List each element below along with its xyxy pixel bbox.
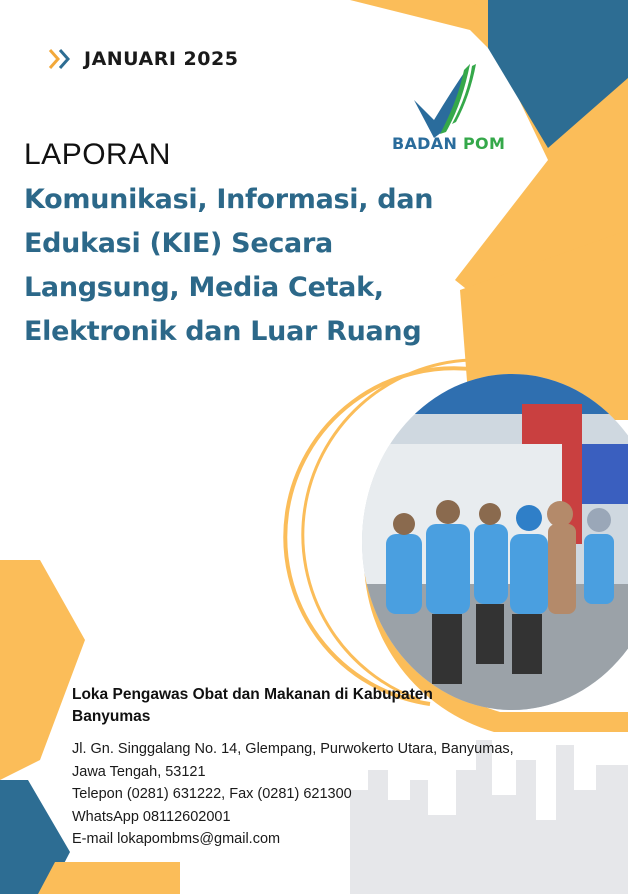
title-line: Langsung, Media Cetak, [24, 272, 384, 303]
logo-text-badan: BADAN [392, 134, 458, 153]
whatsapp-line: WhatsApp 08112602001 [72, 808, 231, 825]
office-contact [72, 738, 512, 851]
office-name-line: Loka Pengawas Obat dan Makanan di Kabupaten [72, 686, 433, 703]
address-line: Jawa Tengah, 53121 [72, 763, 206, 780]
logo-wordmark [392, 134, 505, 153]
phone-fax-line: Telepon (0281) 631222, Fax (0281) 621300 [72, 786, 352, 802]
title-line: Elektronik dan Luar Ruang [24, 316, 422, 347]
office-name-line: Banyumas [72, 708, 151, 725]
report-title [24, 178, 494, 354]
address-line: Jl. Gn. Singgalang No. 14, Glempang, Purwokerto Utara, Banyumas, [72, 741, 514, 757]
report-label: LAPORAN [24, 138, 171, 171]
office-name [72, 684, 452, 728]
title-line: Komunikasi, Informasi, dan [24, 184, 434, 215]
logo-text-pom: POM [463, 134, 506, 153]
date-header [48, 48, 238, 70]
report-date: JANUARI 2025 [84, 48, 239, 70]
title-line: Edukasi (KIE) Secara [24, 228, 333, 259]
email-line: E-mail lokapombms@gmail.com [72, 831, 281, 847]
double-chevron-icon [48, 48, 76, 70]
